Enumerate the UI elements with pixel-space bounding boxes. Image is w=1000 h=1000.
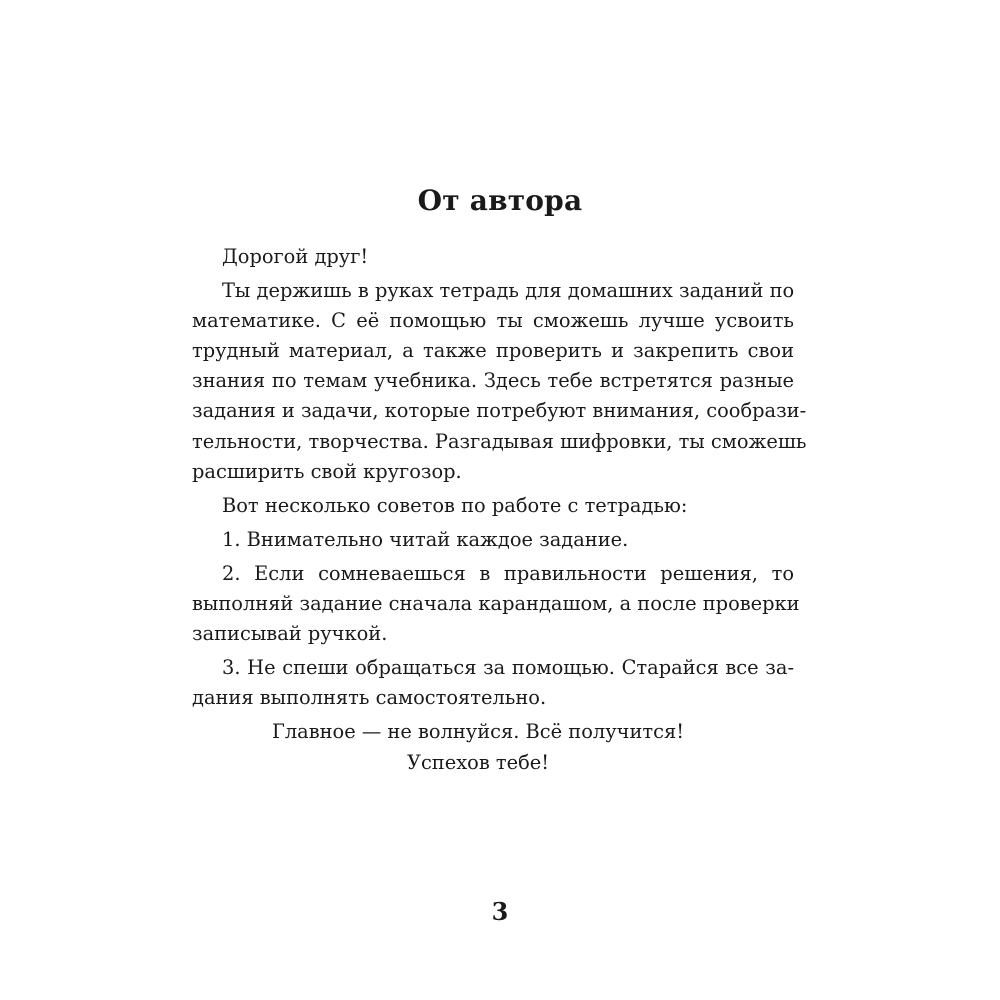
closing-line-2: Успехов тебе! <box>406 750 550 774</box>
paragraph-line: тельности, творчества. Разгадывая шифровки, ты сможешь <box>192 429 807 453</box>
closing-line-1: Главное — не волнуйся. Всё получится! <box>271 720 684 744</box>
advice-line: 3. Не спеши обращаться за помощью. Старайся все за- <box>222 656 794 680</box>
advice-line: 1. Внимательно читай каждое задание. <box>222 527 629 551</box>
paragraph-line: Ты держишь в руках тетрадь для домашних заданий по <box>222 279 795 303</box>
greeting-line: Дорогой друг! <box>222 245 369 268</box>
paragraph-line: математике. С её помощью ты сможешь лучше усвоить <box>192 309 794 333</box>
paragraph-line: трудный материал, а также проверить и закрепить свои <box>192 339 794 363</box>
paragraph-line: знания по темам учебника. Здесь тебе встретятся разные <box>192 369 794 393</box>
page-title: От автора <box>417 184 583 217</box>
advice-line: записывай ручкой. <box>192 622 388 646</box>
greeting <box>162 242 794 272</box>
advice-item-3 <box>162 653 794 713</box>
advice-line: выполняй задание сначала карандашом, а после проверки <box>192 592 800 616</box>
advice-line: 2. Если сомневаешься в правильности решения, то <box>222 561 794 585</box>
paragraph-intro <box>162 276 807 487</box>
page-number: 3 <box>491 897 509 926</box>
advice-item-1 <box>162 525 794 555</box>
paragraph-line: расширить свой кругозор. <box>192 459 462 483</box>
advice-intro-line: Вот несколько советов по работе с тетрадью: <box>222 493 688 517</box>
advice-intro <box>162 491 794 521</box>
advice-line: дания выполнять самостоятельно. <box>192 686 547 710</box>
body-text <box>162 242 807 778</box>
paragraph-line: задания и задачи, которые потребуют внимания, сообрази- <box>192 399 807 423</box>
advice-item-2 <box>162 559 800 649</box>
